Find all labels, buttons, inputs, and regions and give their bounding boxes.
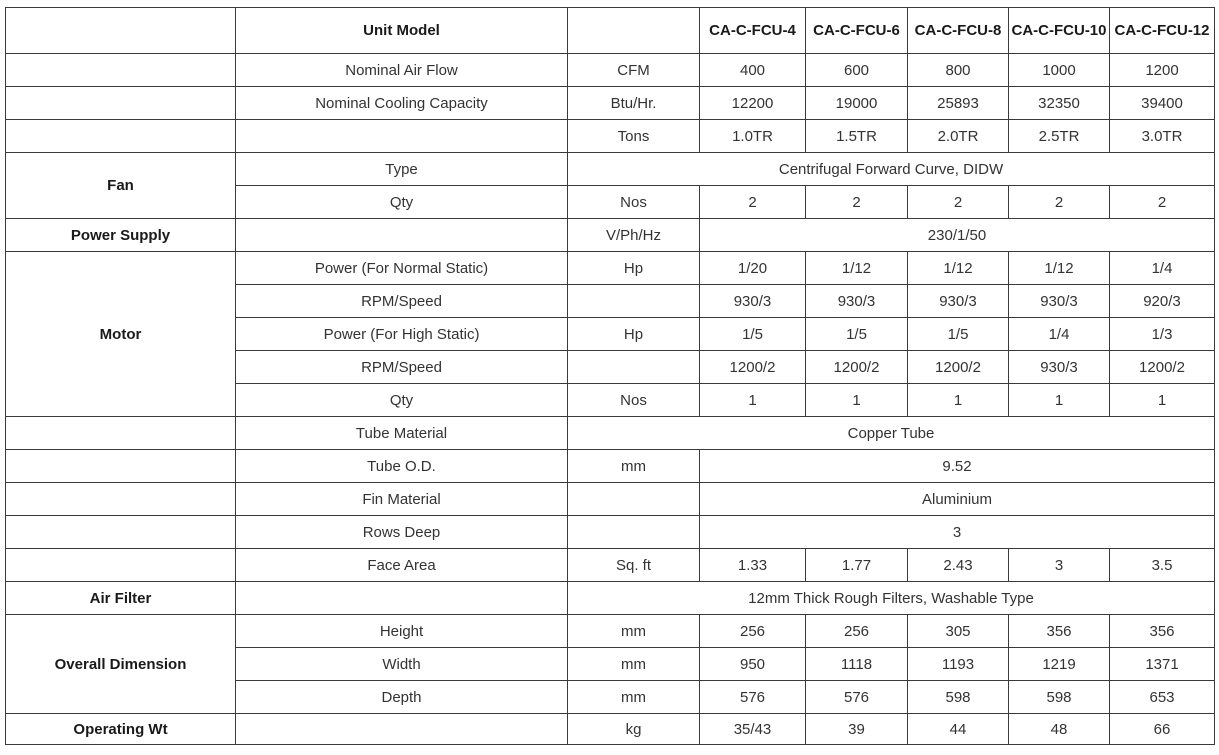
table-row-air-flow <box>6 54 1215 87</box>
value-cell: 930/3 <box>1009 351 1110 384</box>
value-cell: 1118 <box>806 648 908 681</box>
value-cell: 2.5TR <box>1009 120 1110 153</box>
value-cell: 1.0TR <box>700 120 806 153</box>
value-cell: 1/5 <box>700 318 806 351</box>
group-overall-dimension: Overall Dimension <box>6 615 236 714</box>
unit-cell: mm <box>568 681 700 714</box>
param-label <box>236 714 568 745</box>
value-cell: 1/4 <box>1110 252 1215 285</box>
value-cell: 1/3 <box>1110 318 1215 351</box>
unit-cell: Nos <box>568 186 700 219</box>
model-header: CA-C-FCU-6 <box>806 8 908 54</box>
value-cell: 598 <box>1009 681 1110 714</box>
unit-cell <box>568 351 700 384</box>
table-row-cooling-tons <box>6 120 1215 153</box>
value-cell: 1 <box>1110 384 1215 417</box>
spec-table-container <box>5 7 1215 745</box>
param-label: Tube O.D. <box>236 450 568 483</box>
table-row-rows-deep <box>6 516 1215 549</box>
value-cell: 2 <box>1009 186 1110 219</box>
value-cell: 950 <box>700 648 806 681</box>
table-row-tube-material <box>6 417 1215 450</box>
param-label <box>236 120 568 153</box>
value-cell: 1/5 <box>806 318 908 351</box>
fcu-spec-table <box>5 7 1215 745</box>
merged-value-cell: 230/1/50 <box>700 219 1215 252</box>
unit-cell: CFM <box>568 54 700 87</box>
unit-cell: mm <box>568 615 700 648</box>
value-cell: 2 <box>908 186 1009 219</box>
value-cell: 35/43 <box>700 714 806 745</box>
model-header: CA-C-FCU-12 <box>1110 8 1215 54</box>
value-cell: 1200 <box>1110 54 1215 87</box>
table-row-power-supply <box>6 219 1215 252</box>
value-cell: 1/5 <box>908 318 1009 351</box>
group-air-filter: Air Filter <box>6 582 236 615</box>
value-cell: 1/4 <box>1009 318 1110 351</box>
value-cell: 39400 <box>1110 87 1215 120</box>
value-cell: 305 <box>908 615 1009 648</box>
unit-cell: Hp <box>568 252 700 285</box>
group-operating-wt: Operating Wt <box>6 714 236 745</box>
model-header: CA-C-FCU-10 <box>1009 8 1110 54</box>
value-cell: 1193 <box>908 648 1009 681</box>
value-cell: 1.5TR <box>806 120 908 153</box>
value-cell: 920/3 <box>1110 285 1215 318</box>
group-cell <box>6 120 236 153</box>
unit-cell: kg <box>568 714 700 745</box>
value-cell: 1371 <box>1110 648 1215 681</box>
value-cell: 25893 <box>908 87 1009 120</box>
param-label: Height <box>236 615 568 648</box>
table-row-operating-wt <box>6 714 1215 745</box>
merged-value-cell: Centrifugal Forward Curve, DIDW <box>568 153 1215 186</box>
unit-cell: mm <box>568 648 700 681</box>
param-label: Depth <box>236 681 568 714</box>
merged-value-cell: 12mm Thick Rough Filters, Washable Type <box>568 582 1215 615</box>
value-cell: 356 <box>1110 615 1215 648</box>
value-cell: 1200/2 <box>1110 351 1215 384</box>
value-cell: 576 <box>700 681 806 714</box>
group-motor: Motor <box>6 252 236 417</box>
value-cell: 48 <box>1009 714 1110 745</box>
table-row-tube-od <box>6 450 1215 483</box>
value-cell: 800 <box>908 54 1009 87</box>
param-label: Qty <box>236 384 568 417</box>
value-cell: 1/12 <box>1009 252 1110 285</box>
model-header: CA-C-FCU-4 <box>700 8 806 54</box>
unit-cell: Hp <box>568 318 700 351</box>
value-cell: 1/12 <box>908 252 1009 285</box>
unit-cell: Sq. ft <box>568 549 700 582</box>
value-cell: 930/3 <box>908 285 1009 318</box>
header-empty-cell <box>6 8 236 54</box>
param-label: Power (For Normal Static) <box>236 252 568 285</box>
param-label: Qty <box>236 186 568 219</box>
param-label: RPM/Speed <box>236 351 568 384</box>
value-cell: 2.43 <box>908 549 1009 582</box>
merged-value-cell: 9.52 <box>700 450 1215 483</box>
value-cell: 1219 <box>1009 648 1110 681</box>
param-label: Rows Deep <box>236 516 568 549</box>
value-cell: 1000 <box>1009 54 1110 87</box>
value-cell: 12200 <box>700 87 806 120</box>
unit-cell <box>568 285 700 318</box>
value-cell: 3 <box>1009 549 1110 582</box>
value-cell: 3.5 <box>1110 549 1215 582</box>
value-cell: 256 <box>806 615 908 648</box>
table-row-height <box>6 615 1215 648</box>
value-cell: 1/12 <box>806 252 908 285</box>
merged-value-cell: Copper Tube <box>568 417 1215 450</box>
group-cell <box>6 87 236 120</box>
param-label: Tube Material <box>236 417 568 450</box>
param-label: Type <box>236 153 568 186</box>
group-cell <box>6 417 236 450</box>
group-cell <box>6 516 236 549</box>
value-cell: 1200/2 <box>700 351 806 384</box>
param-label: Fin Material <box>236 483 568 516</box>
value-cell: 2 <box>806 186 908 219</box>
param-label: Power (For High Static) <box>236 318 568 351</box>
value-cell: 930/3 <box>700 285 806 318</box>
value-cell: 1 <box>1009 384 1110 417</box>
value-cell: 576 <box>806 681 908 714</box>
value-cell: 356 <box>1009 615 1110 648</box>
table-row-motor-power-normal <box>6 252 1215 285</box>
group-cell <box>6 549 236 582</box>
value-cell: 400 <box>700 54 806 87</box>
param-label: Face Area <box>236 549 568 582</box>
value-cell: 1.33 <box>700 549 806 582</box>
group-cell <box>6 54 236 87</box>
unit-cell <box>568 516 700 549</box>
unit-cell: mm <box>568 450 700 483</box>
unit-cell: Tons <box>568 120 700 153</box>
value-cell: 653 <box>1110 681 1215 714</box>
unit-model-header: Unit Model <box>236 8 568 54</box>
value-cell: 930/3 <box>1009 285 1110 318</box>
unit-cell: V/Ph/Hz <box>568 219 700 252</box>
table-row-fin-material <box>6 483 1215 516</box>
table-row-cooling-btu <box>6 87 1215 120</box>
header-row <box>6 8 1215 54</box>
value-cell: 2 <box>700 186 806 219</box>
value-cell: 19000 <box>806 87 908 120</box>
group-cell <box>6 450 236 483</box>
value-cell: 930/3 <box>806 285 908 318</box>
param-label: Nominal Cooling Capacity <box>236 87 568 120</box>
value-cell: 1200/2 <box>908 351 1009 384</box>
value-cell: 600 <box>806 54 908 87</box>
group-fan: Fan <box>6 153 236 219</box>
value-cell: 2.0TR <box>908 120 1009 153</box>
unit-cell <box>568 483 700 516</box>
value-cell: 66 <box>1110 714 1215 745</box>
table-row-fan-type <box>6 153 1215 186</box>
value-cell: 3.0TR <box>1110 120 1215 153</box>
value-cell: 2 <box>1110 186 1215 219</box>
merged-value-cell: Aluminium <box>700 483 1215 516</box>
value-cell: 256 <box>700 615 806 648</box>
group-cell <box>6 483 236 516</box>
table-row-air-filter <box>6 582 1215 615</box>
param-label: Nominal Air Flow <box>236 54 568 87</box>
value-cell: 1.77 <box>806 549 908 582</box>
merged-value-cell: 3 <box>700 516 1215 549</box>
value-cell: 39 <box>806 714 908 745</box>
unit-cell: Btu/Hr. <box>568 87 700 120</box>
param-label <box>236 582 568 615</box>
param-label <box>236 219 568 252</box>
value-cell: 1 <box>700 384 806 417</box>
table-row-face-area <box>6 549 1215 582</box>
unit-cell: Nos <box>568 384 700 417</box>
value-cell: 1 <box>908 384 1009 417</box>
value-cell: 1 <box>806 384 908 417</box>
param-label: RPM/Speed <box>236 285 568 318</box>
header-unit-cell <box>568 8 700 54</box>
group-power-supply: Power Supply <box>6 219 236 252</box>
param-label: Width <box>236 648 568 681</box>
value-cell: 1200/2 <box>806 351 908 384</box>
value-cell: 44 <box>908 714 1009 745</box>
value-cell: 32350 <box>1009 87 1110 120</box>
value-cell: 598 <box>908 681 1009 714</box>
model-header: CA-C-FCU-8 <box>908 8 1009 54</box>
value-cell: 1/20 <box>700 252 806 285</box>
